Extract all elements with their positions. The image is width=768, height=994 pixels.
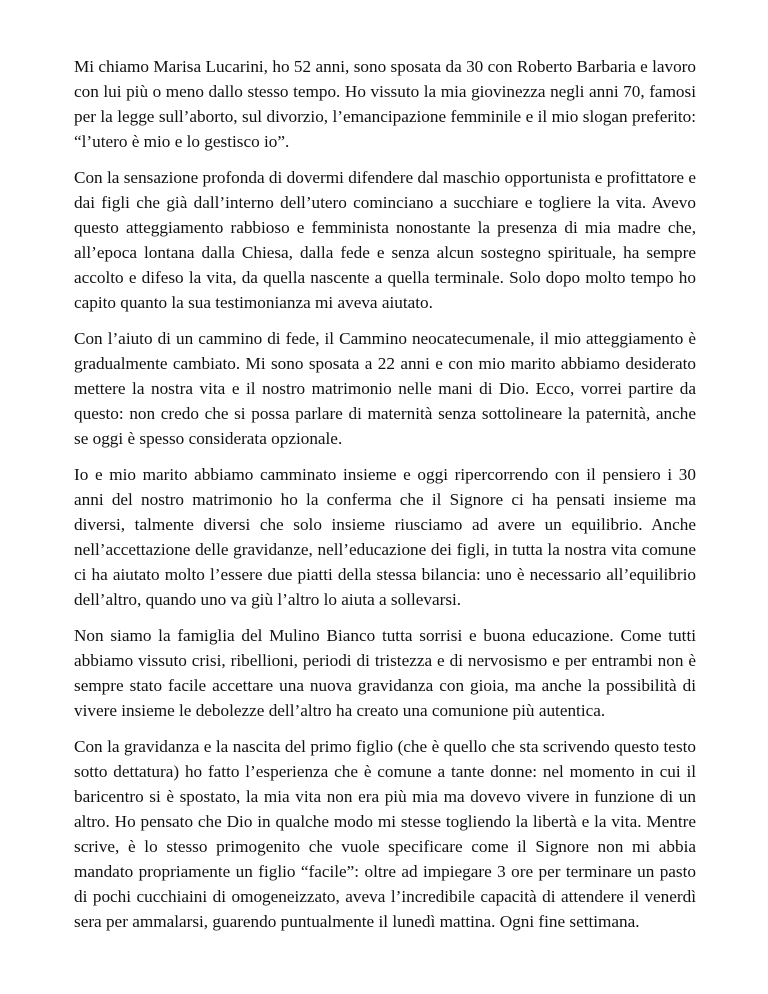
paragraph-2: Con la sensazione profonda di dovermi difendere dal maschio opportunista e profittatore e dai figli che già dall’interno dell’utero cominciano a succhiare e togliere la vita. Avevo questo atteggiamento rabbioso e femminista nonostante la presenza di mia madre che, all’epoca lontana dalla Chiesa, dalla fede e senza alcun sostegno spirituale, ha sempre accolto e difeso la vita, da quella nascente a quella terminale. Solo dopo molto tempo ho capito quanto la sua testimonianza mi aveva aiutato. [74,168,696,312]
paragraph-4: Io e mio marito abbiamo camminato insieme e oggi ripercorrendo con il pensiero i 30 anni del nostro matrimonio ho la conferma che il Signore ci ha pensati insieme ma diversi, talmente diversi che solo insieme riusciamo ad avere un equilibrio. Anche nell’accettazione delle gravidanze, nell’educazione dei figli, in tutta la nostra vita comune ci ha aiutato molto l’essere due piatti della stessa bilancia: uno è necessario all’equilibrio dell’altro, quando uno va giù l’altro lo aiuta a sollevarsi. [74,465,696,609]
paragraph-5: Non siamo la famiglia del Mulino Bianco tutta sorrisi e buona educazione. Come tutti abbiamo vissuto crisi, ribellioni, periodi di tristezza e di nervosismo e per entrambi non è sempre stato facile accettare una nuova gravidanza con gioia, ma anche la possibilità di vivere insieme le debolezze dell’altro ha creato una comunione più autentica. [74,626,696,720]
document-page [74,54,696,945]
paragraph-6: Con la gravidanza e la nascita del primo figlio (che è quello che sta scrivendo questo testo sotto dettatura) ho fatto l’esperienza che è comune a tante donne: nel momento in cui il baricentro si è spostato, la mia vita non era più mia ma dovevo vivere in funzione di un altro. Ho pensato che Dio in qualche modo mi stesse togliendo la libertà e la vita. Mentre scrive, è lo stesso primogenito che vuole specificare come il Signore non mi abbia mandato propriamente un figlio “facile”: oltre ad impiegare 3 ore per terminare un pasto di pochi cucchiaini di omogeneizzato, aveva l’incredibile capacità di attendere il venerdì sera per ammalarsi, guarendo puntualmente il lunedì mattina. Ogni fine settimana. [74,737,696,931]
paragraph-1: Mi chiamo Marisa Lucarini, ho 52 anni, sono sposata da 30 con Roberto Barbaria e lavoro con lui più o meno dallo stesso tempo. Ho vissuto la mia giovinezza negli anni 70, famosi per la legge sull’aborto, sul divorzio, l’emancipazione femminile e il mio slogan preferito: “l’utero è mio e lo gestisco io”. [74,57,696,151]
paragraph-3: Con l’aiuto di un cammino di fede, il Cammino neocatecumenale, il mio atteggiamento è gradualmente cambiato. Mi sono sposata a 22 anni e con mio marito abbiamo desiderato mettere la nostra vita e il nostro matrimonio nelle mani di Dio. Ecco, vorrei partire da questo: non credo che si possa parlare di maternità senza sottolineare la paternità, anche se oggi è spesso considerata opzionale. [74,329,696,448]
